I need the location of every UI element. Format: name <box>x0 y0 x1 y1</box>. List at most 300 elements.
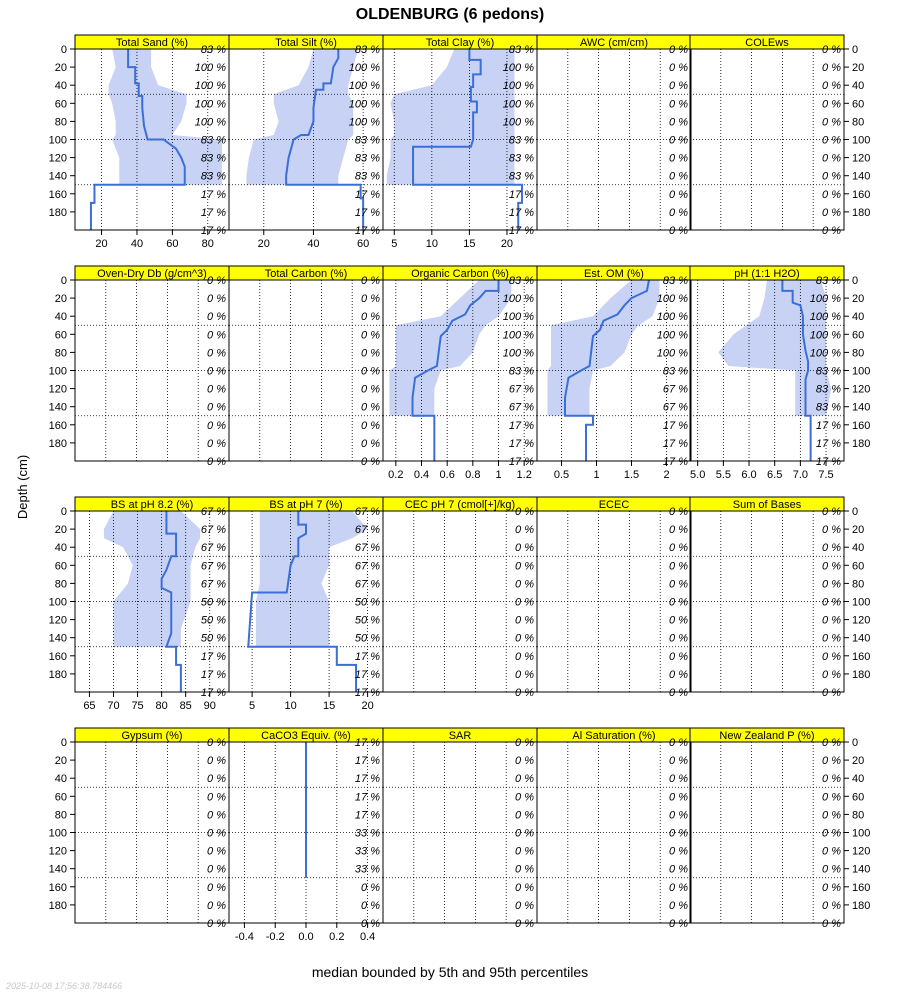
data-coverage-label: 83 % <box>815 275 841 287</box>
data-coverage-label: 67 % <box>200 542 226 555</box>
data-coverage-label: 0 % <box>822 650 841 663</box>
data-coverage-label: 50 % <box>200 596 226 609</box>
data-coverage-label: 0 % <box>822 44 841 56</box>
x-tick-label: 20 <box>500 238 514 250</box>
data-coverage-label: 17 % <box>354 687 380 699</box>
data-coverage-label: 100 % <box>348 98 380 111</box>
data-coverage-label: 0 % <box>822 170 841 183</box>
panel-title: Organic Carbon (%) <box>411 268 509 280</box>
y-tick-label: 40 <box>54 311 67 324</box>
panel-title: COLEws <box>745 37 789 49</box>
data-coverage-label: 100 % <box>809 293 841 306</box>
percentile-band <box>104 511 200 647</box>
data-coverage-label: 0 % <box>515 773 534 786</box>
data-coverage-label: 0 % <box>669 206 688 219</box>
data-coverage-label: 0 % <box>669 80 688 93</box>
data-coverage-label: 17 % <box>200 206 226 219</box>
data-coverage-label: 17 % <box>200 225 226 237</box>
data-coverage-label: 67 % <box>662 383 688 396</box>
data-coverage-label: 0 % <box>361 437 380 450</box>
data-coverage-label: 0 % <box>207 419 226 432</box>
y-tick-label: 120 <box>48 614 67 627</box>
data-coverage-label: 0 % <box>669 134 688 147</box>
x-tick-label: 60 <box>357 238 370 250</box>
panel-title: BS at pH 7 (%) <box>269 499 343 511</box>
data-coverage-label: 17 % <box>508 456 534 468</box>
data-coverage-label: 0 % <box>822 863 841 876</box>
x-tick-label: 7.5 <box>818 469 834 481</box>
data-coverage-label: 17 % <box>200 650 226 663</box>
data-coverage-label: 0 % <box>822 845 841 858</box>
data-coverage-label: 83 % <box>354 134 380 147</box>
percentile-band <box>548 280 660 416</box>
x-tick-label: 5 <box>391 238 398 250</box>
y-tick-label: 140 <box>48 170 67 183</box>
panel-frame <box>690 49 844 230</box>
y-tick-label: 80 <box>852 578 865 591</box>
data-coverage-label: 0 % <box>669 506 688 518</box>
y-tick-label: 100 <box>852 365 871 378</box>
data-coverage-label: 67 % <box>200 578 226 591</box>
data-coverage-label: 0 % <box>669 560 688 573</box>
x-tick-label: 6.0 <box>741 469 757 481</box>
data-coverage-label: 100 % <box>502 98 534 111</box>
data-coverage-label: 17 % <box>354 755 380 768</box>
data-coverage-label: 0 % <box>822 596 841 609</box>
percentile-band <box>387 49 515 185</box>
data-coverage-label: 0 % <box>207 401 226 414</box>
y-tick-label: 20 <box>54 524 67 537</box>
y-tick-label: 40 <box>852 542 865 555</box>
panel-frame <box>229 280 383 461</box>
data-coverage-label: 50 % <box>354 614 380 627</box>
data-coverage-label: 67 % <box>354 506 380 518</box>
data-coverage-label: 17 % <box>662 456 688 468</box>
y-tick-label: 80 <box>54 116 67 129</box>
panel-title: Est. OM (%) <box>584 268 644 280</box>
data-coverage-label: 100 % <box>348 80 380 93</box>
data-coverage-label: 0 % <box>207 809 226 822</box>
x-tick-label: 15 <box>322 700 336 712</box>
data-coverage-label: 0 % <box>207 918 226 930</box>
data-coverage-label: 0 % <box>669 918 688 930</box>
data-coverage-label: 0 % <box>515 863 534 876</box>
data-coverage-label: 0 % <box>822 225 841 237</box>
data-coverage-label: 100 % <box>194 80 226 93</box>
data-coverage-label: 67 % <box>354 560 380 573</box>
panel-frame <box>75 280 229 461</box>
y-tick-label: 140 <box>852 170 871 183</box>
data-coverage-label: 17 % <box>815 456 841 468</box>
y-tick-label: 20 <box>852 755 865 768</box>
x-tick-label: 0.2 <box>329 931 345 943</box>
x-tick-label: 80 <box>155 700 168 712</box>
panel-title: Oven-Dry Db (g/cm^3) <box>97 268 207 280</box>
data-coverage-label: 100 % <box>502 329 534 342</box>
x-tick-label: 75 <box>131 700 144 712</box>
data-coverage-label: 100 % <box>656 311 688 324</box>
panel-title: SAR <box>448 730 472 742</box>
data-coverage-label: 0 % <box>669 170 688 183</box>
data-coverage-label: 100 % <box>809 347 841 360</box>
data-coverage-label: 83 % <box>200 170 226 183</box>
data-coverage-label: 0 % <box>207 881 226 894</box>
panel-title: Total Clay (%) <box>425 37 495 49</box>
x-tick-label: 10 <box>284 700 297 712</box>
data-coverage-label: 0 % <box>361 419 380 432</box>
data-coverage-label: 0 % <box>669 152 688 165</box>
y-tick-label: 160 <box>852 881 871 894</box>
panel-title: pH (1:1 H2O) <box>734 268 800 280</box>
data-coverage-label: 17 % <box>354 773 380 786</box>
x-tick-label: 0.6 <box>439 469 455 481</box>
data-coverage-label: 0 % <box>669 755 688 768</box>
data-coverage-label: 0 % <box>822 98 841 111</box>
data-coverage-label: 17 % <box>508 206 534 219</box>
data-coverage-label: 0 % <box>361 293 380 306</box>
y-tick-label: 100 <box>852 827 871 840</box>
data-coverage-label: 0 % <box>361 881 380 894</box>
y-tick-label: 0 <box>60 44 67 56</box>
x-tick-label: 15 <box>463 238 476 250</box>
data-coverage-label: 17 % <box>200 668 226 681</box>
data-coverage-label: 50 % <box>200 614 226 627</box>
y-tick-label: 60 <box>852 329 865 342</box>
data-coverage-label: 0 % <box>515 614 534 627</box>
data-coverage-label: 83 % <box>508 170 534 183</box>
data-coverage-label: 0 % <box>515 506 534 518</box>
data-coverage-label: 0 % <box>669 98 688 111</box>
data-coverage-label: 0 % <box>515 596 534 609</box>
y-tick-label: 120 <box>852 152 871 165</box>
y-tick-label: 160 <box>852 419 871 432</box>
data-coverage-label: 50 % <box>354 632 380 645</box>
data-coverage-label: 0 % <box>822 560 841 573</box>
y-tick-label: 60 <box>54 791 67 804</box>
data-coverage-label: 0 % <box>207 329 226 342</box>
y-tick-label: 0 <box>852 44 859 56</box>
data-coverage-label: 17 % <box>508 225 534 237</box>
data-coverage-label: 83 % <box>508 134 534 147</box>
data-coverage-label: 83 % <box>508 365 534 378</box>
panel-frame <box>537 511 691 692</box>
data-coverage-label: 0 % <box>822 506 841 518</box>
data-coverage-label: 83 % <box>815 365 841 378</box>
panel-frame <box>690 742 844 923</box>
data-coverage-label: 67 % <box>662 401 688 414</box>
data-coverage-label: 100 % <box>656 293 688 306</box>
data-coverage-label: 0 % <box>822 899 841 912</box>
data-coverage-label: 0 % <box>822 62 841 75</box>
data-coverage-label: 100 % <box>502 311 534 324</box>
y-tick-label: 40 <box>852 773 865 786</box>
y-tick-label: 80 <box>852 809 865 822</box>
data-coverage-label: 0 % <box>207 437 226 450</box>
data-coverage-label: 0 % <box>669 188 688 201</box>
data-coverage-label: 0 % <box>822 632 841 645</box>
y-tick-label: 0 <box>60 737 67 749</box>
x-tick-label: 70 <box>107 700 120 712</box>
data-coverage-label: 0 % <box>669 542 688 555</box>
y-tick-label: 40 <box>54 542 67 555</box>
data-coverage-label: 100 % <box>194 98 226 111</box>
data-coverage-label: 0 % <box>515 791 534 804</box>
y-tick-label: 0 <box>60 275 67 287</box>
x-tick-label: 65 <box>83 700 96 712</box>
x-tick-label: 90 <box>203 700 216 712</box>
data-coverage-label: 0 % <box>207 863 226 876</box>
data-coverage-label: 17 % <box>508 437 534 450</box>
data-coverage-label: 0 % <box>207 347 226 360</box>
y-tick-label: 80 <box>54 347 67 360</box>
data-coverage-label: 0 % <box>515 668 534 681</box>
panel-title: Total Carbon (%) <box>264 268 348 280</box>
panel-title: ECEC <box>598 499 630 511</box>
y-tick-label: 180 <box>48 206 67 219</box>
y-tick-label: 20 <box>54 62 67 75</box>
data-coverage-label: 0 % <box>822 524 841 537</box>
y-tick-label: 40 <box>54 80 67 93</box>
x-tick-label: 2 <box>663 469 670 481</box>
y-tick-label: 180 <box>48 899 67 912</box>
data-coverage-label: 0 % <box>822 791 841 804</box>
y-tick-label: 100 <box>48 365 67 378</box>
data-coverage-label: 0 % <box>822 881 841 894</box>
y-tick-label: 140 <box>852 401 871 414</box>
panel-title: Al Saturation (%) <box>572 730 656 742</box>
y-tick-label: 80 <box>54 809 67 822</box>
data-coverage-label: 17 % <box>815 419 841 432</box>
data-coverage-label: 0 % <box>515 632 534 645</box>
panel-title: Gypsum (%) <box>121 730 183 742</box>
data-coverage-label: 17 % <box>354 791 380 804</box>
data-coverage-label: 0 % <box>669 881 688 894</box>
data-coverage-label: 17 % <box>354 809 380 822</box>
data-coverage-label: 17 % <box>354 225 380 237</box>
x-tick-label: 20 <box>257 238 270 250</box>
x-tick-label: -0.4 <box>234 931 254 943</box>
data-coverage-label: 0 % <box>669 614 688 627</box>
data-coverage-label: 0 % <box>515 542 534 555</box>
data-coverage-label: 0 % <box>361 311 380 324</box>
data-coverage-label: 0 % <box>669 116 688 129</box>
x-tick-label: 0.4 <box>359 931 376 943</box>
data-coverage-label: 100 % <box>194 116 226 129</box>
y-axis-title: Depth (cm) <box>15 454 30 520</box>
data-coverage-label: 17 % <box>815 437 841 450</box>
data-coverage-label: 100 % <box>502 347 534 360</box>
y-tick-label: 0 <box>852 737 859 749</box>
y-tick-label: 140 <box>48 863 67 876</box>
y-tick-label: 20 <box>54 755 67 768</box>
data-coverage-label: 0 % <box>207 293 226 306</box>
y-tick-label: 120 <box>852 845 871 858</box>
data-coverage-label: 83 % <box>200 44 226 56</box>
data-coverage-label: 0 % <box>361 383 380 396</box>
x-tick-label: 80 <box>201 238 214 250</box>
data-coverage-label: 67 % <box>200 506 226 518</box>
y-tick-label: 20 <box>852 62 865 75</box>
data-coverage-label: 0 % <box>361 401 380 414</box>
data-coverage-label: 0 % <box>515 918 534 930</box>
y-tick-label: 60 <box>852 98 865 111</box>
data-coverage-label: 0 % <box>361 899 380 912</box>
y-tick-label: 180 <box>852 668 871 681</box>
data-coverage-label: 83 % <box>354 170 380 183</box>
data-coverage-label: 0 % <box>515 845 534 858</box>
data-coverage-label: 0 % <box>669 737 688 749</box>
y-tick-label: 0 <box>60 506 67 518</box>
data-coverage-label: 0 % <box>515 737 534 749</box>
y-tick-label: 100 <box>48 827 67 840</box>
y-tick-label: 180 <box>852 206 871 219</box>
data-coverage-label: 0 % <box>207 275 226 287</box>
data-coverage-label: 83 % <box>508 152 534 165</box>
data-coverage-label: 83 % <box>662 365 688 378</box>
data-coverage-label: 0 % <box>669 863 688 876</box>
panel-title: BS at pH 8.2 (%) <box>110 499 194 511</box>
panel-title: New Zealand P (%) <box>719 730 815 742</box>
panel-frame <box>537 742 691 923</box>
panel-frame <box>75 742 229 923</box>
data-coverage-label: 0 % <box>822 80 841 93</box>
data-coverage-label: 0 % <box>822 687 841 699</box>
data-coverage-label: 0 % <box>669 225 688 237</box>
data-coverage-label: 0 % <box>822 755 841 768</box>
y-tick-label: 60 <box>54 98 67 111</box>
data-coverage-label: 0 % <box>515 755 534 768</box>
y-tick-label: 180 <box>852 899 871 912</box>
data-coverage-label: 17 % <box>662 419 688 432</box>
data-coverage-label: 100 % <box>502 80 534 93</box>
x-tick-label: 20 <box>361 700 374 712</box>
data-coverage-label: 0 % <box>207 755 226 768</box>
data-coverage-label: 0 % <box>361 456 380 468</box>
data-coverage-label: 100 % <box>656 329 688 342</box>
data-coverage-label: 0 % <box>207 311 226 324</box>
data-coverage-label: 0 % <box>515 809 534 822</box>
data-coverage-label: 83 % <box>662 275 688 287</box>
y-tick-label: 0 <box>852 275 859 287</box>
data-coverage-label: 67 % <box>508 401 534 414</box>
x-tick-label: 0.0 <box>298 931 314 943</box>
data-coverage-label: 100 % <box>348 62 380 75</box>
y-tick-label: 120 <box>48 845 67 858</box>
data-coverage-label: 50 % <box>354 596 380 609</box>
data-coverage-label: 50 % <box>200 632 226 645</box>
y-tick-label: 100 <box>852 134 871 147</box>
y-tick-label: 160 <box>852 650 871 663</box>
y-tick-label: 140 <box>48 632 67 645</box>
data-coverage-label: 0 % <box>361 275 380 287</box>
panel-title: Total Sand (%) <box>115 37 189 49</box>
y-tick-label: 100 <box>48 134 67 147</box>
data-coverage-label: 100 % <box>348 116 380 129</box>
percentile-band <box>256 511 368 647</box>
y-tick-label: 80 <box>54 578 67 591</box>
data-coverage-label: 0 % <box>669 632 688 645</box>
panel-title: CEC pH 7 (cmol[+]/kg) <box>404 499 516 511</box>
x-tick-label: 40 <box>130 238 144 250</box>
data-coverage-label: 67 % <box>508 383 534 396</box>
data-coverage-label: 0 % <box>822 737 841 749</box>
data-coverage-label: 17 % <box>508 419 534 432</box>
y-tick-label: 40 <box>852 311 865 324</box>
y-tick-label: 120 <box>48 383 67 396</box>
data-coverage-label: 0 % <box>207 827 226 840</box>
x-tick-label: 1 <box>495 469 502 481</box>
data-coverage-label: 83 % <box>200 134 226 147</box>
data-coverage-label: 0 % <box>822 188 841 201</box>
data-coverage-label: 0 % <box>822 134 841 147</box>
data-coverage-label: 100 % <box>809 311 841 324</box>
data-coverage-label: 0 % <box>207 791 226 804</box>
data-coverage-label: 0 % <box>361 329 380 342</box>
data-coverage-label: 0 % <box>822 827 841 840</box>
data-coverage-label: 0 % <box>515 578 534 591</box>
data-coverage-label: 67 % <box>200 524 226 537</box>
data-coverage-label: 0 % <box>361 347 380 360</box>
y-tick-label: 160 <box>48 188 67 201</box>
y-tick-label: 160 <box>48 650 67 663</box>
x-tick-label: 0.4 <box>413 469 430 481</box>
data-coverage-label: 0 % <box>822 614 841 627</box>
y-tick-label: 60 <box>54 560 67 573</box>
data-coverage-label: 0 % <box>669 773 688 786</box>
y-tick-label: 140 <box>48 401 67 414</box>
percentile-band <box>389 280 511 416</box>
data-coverage-label: 17 % <box>354 650 380 663</box>
data-coverage-label: 0 % <box>669 596 688 609</box>
data-coverage-label: 0 % <box>822 578 841 591</box>
data-coverage-label: 83 % <box>200 152 226 165</box>
data-coverage-label: 0 % <box>207 899 226 912</box>
data-coverage-label: 67 % <box>354 542 380 555</box>
data-coverage-label: 100 % <box>502 293 534 306</box>
data-coverage-label: 100 % <box>194 62 226 75</box>
x-tick-label: 5.0 <box>690 469 706 481</box>
x-tick-label: 0.8 <box>465 469 481 481</box>
data-coverage-label: 17 % <box>354 737 380 749</box>
data-coverage-label: 0 % <box>669 899 688 912</box>
data-coverage-label: 83 % <box>508 44 534 56</box>
data-coverage-label: 83 % <box>815 401 841 414</box>
data-coverage-label: 0 % <box>669 687 688 699</box>
data-coverage-label: 0 % <box>822 116 841 129</box>
y-tick-label: 0 <box>852 506 859 518</box>
x-tick-label: 6.5 <box>767 469 783 481</box>
y-tick-label: 20 <box>852 293 865 306</box>
y-tick-label: 40 <box>54 773 67 786</box>
data-coverage-label: 0 % <box>669 827 688 840</box>
y-tick-label: 60 <box>852 560 865 573</box>
timestamp: 2025-10-08 17:56:38.784466 <box>6 981 123 991</box>
chart-title: OLDENBURG (6 pedons) <box>355 6 545 23</box>
x-tick-label: 5 <box>249 700 256 712</box>
y-tick-label: 160 <box>48 419 67 432</box>
data-coverage-label: 0 % <box>207 737 226 749</box>
data-coverage-label: 0 % <box>207 773 226 786</box>
x-tick-label: -0.2 <box>265 931 285 943</box>
data-coverage-label: 0 % <box>515 650 534 663</box>
data-coverage-label: 0 % <box>515 687 534 699</box>
data-coverage-label: 17 % <box>354 206 380 219</box>
data-coverage-label: 0 % <box>361 918 380 930</box>
data-coverage-label: 0 % <box>822 809 841 822</box>
y-tick-label: 140 <box>852 632 871 645</box>
data-coverage-label: 0 % <box>822 668 841 681</box>
data-coverage-label: 0 % <box>515 827 534 840</box>
